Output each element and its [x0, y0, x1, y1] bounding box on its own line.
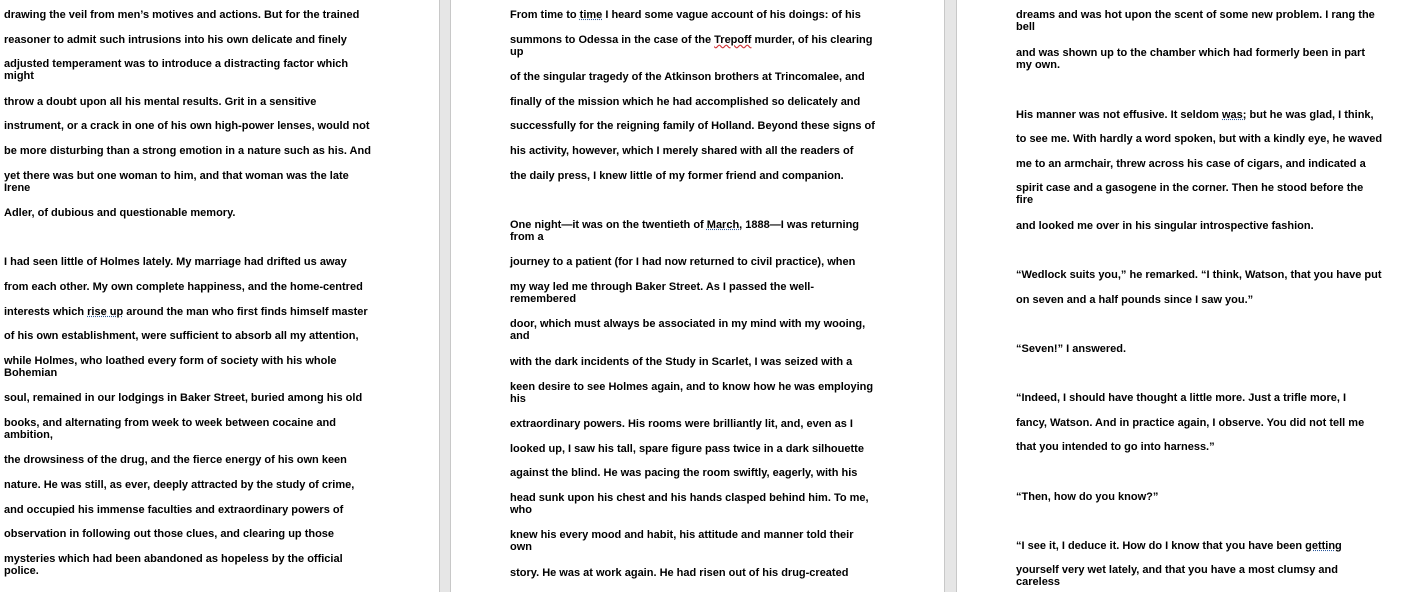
text-line: interests which rise up around the man who first finds himself master — [4, 306, 368, 318]
text-line: One night—it was on the twentieth of March, 1888—I was returning from a — [510, 219, 860, 243]
text-line: keen desire to see Holmes again, and to know how he was employing his — [510, 381, 874, 405]
text-line: the drowsiness of the drug, and the fierce energy of his own keen — [4, 454, 347, 466]
document-page-3 — [957, 0, 1402, 592]
text-line: instrument, or a crack in one of his own high-power lenses, would not — [4, 120, 370, 132]
text-line: mysteries which had been abandoned as hopeless by the official police. — [4, 553, 343, 577]
text-line: from each other. My own complete happiness, and the home-centred — [4, 281, 363, 293]
text-line: throw a doubt upon all his mental results. Grit in a sensitive — [4, 96, 317, 108]
text-line: “Seven!” I answered. — [1016, 343, 1127, 355]
text-line: with the dark incidents of the Study in Scarlet, I was seized with a — [510, 356, 853, 368]
text-line: and occupied his immense faculties and extraordinary powers of — [4, 504, 344, 516]
text-line: and looked me over in his singular introspective fashion. — [1016, 220, 1314, 232]
text-line: that you intended to go into harness.” — [1016, 441, 1215, 453]
text-line: yet there was but one woman to him, and that woman was the late Irene — [4, 170, 349, 194]
text-line: fancy, Watson. And in practice again, I observe. You did not tell me — [1016, 417, 1365, 429]
grammar-flag: was; — [1222, 109, 1247, 121]
text-line: books, and alternating from week to week between cocaine and ambition, — [4, 417, 336, 441]
text-line: while Holmes, who loathed every form of society with his whole Bohemian — [4, 355, 337, 379]
text-line: his activity, however, which I merely shared with all the readers of — [510, 145, 854, 157]
text-line: on seven and a half pounds since I saw you.” — [1016, 294, 1254, 306]
text-line: finally of the mission which he had accomplished so delicately and — [510, 96, 861, 108]
text-line: From time to time I heard some vague account of his doings: of his — [510, 9, 861, 21]
grammar-flag: March, — [706, 219, 743, 231]
text-line: observation in following out those clues, and clearing up those — [4, 528, 335, 540]
text-line: looked up, I saw his tall, spare figure pass twice in a dark silhouette — [510, 443, 864, 455]
text-line: against the blind. He was pacing the room swiftly, eagerly, with his — [510, 467, 858, 479]
text-line: I had seen little of Holmes lately. My marriage had drifted us away — [4, 256, 347, 268]
text-line: knew his every mood and habit, his attitude and manner told their own — [510, 529, 854, 553]
text-line: drawing the veil from men’s motives and actions. But for the trained — [4, 9, 360, 21]
text-line: His manner was not effusive. It seldom was; but he was glad, I think, — [1016, 109, 1374, 121]
text-line: soul, remained in our lodgings in Baker Street, buried among his old — [4, 392, 363, 404]
text-line: yourself very wet lately, and that you have a most clumsy and careless — [1016, 564, 1338, 588]
text-line: be more disturbing than a strong emotion in a nature such as his. And — [4, 145, 371, 157]
text-line: dreams and was hot upon the scent of some new problem. I rang the bell — [1016, 9, 1375, 33]
text-line: Adler, of dubious and questionable memory. — [4, 207, 236, 219]
text-line: successfully for the reigning family of Holland. Beyond these signs of — [510, 120, 875, 132]
text-line: nature. He was still, as ever, deeply attracted by the study of crime, — [4, 479, 355, 491]
text-line: spirit case and a gasogene in the corner. Then he stood before the fire — [1016, 182, 1364, 206]
text-line: “I see it, I deduce it. How do I know that you have been getting — [1016, 540, 1342, 552]
page-divider — [439, 0, 440, 592]
text-line: adjusted temperament was to introduce a distracting factor which might — [4, 58, 349, 82]
document-page-1 — [0, 0, 439, 592]
text-line: the daily press, I knew little of my former friend and companion. — [510, 170, 844, 182]
grammar-flag: time — [579, 9, 603, 21]
text-line: to see me. With hardly a word spoken, but with a kindly eye, he waved — [1016, 133, 1383, 145]
grammar-flag: rise up — [87, 306, 124, 318]
text-line: head sunk upon his chest and his hands clasped behind him. To me, who — [510, 492, 869, 516]
text-line: “Indeed, I should have thought a little more. Just a trifle more, I — [1016, 392, 1347, 404]
text-line: journey to a patient (for I had now returned to civil practice), when — [510, 256, 856, 268]
grammar-flag: getting — [1305, 540, 1342, 552]
text-line: me to an armchair, threw across his case of cigars, and indicated a — [1016, 158, 1366, 170]
text-line: summons to Odessa in the case of the Trepoff murder, of his clearing up — [510, 34, 873, 58]
document-page-2 — [451, 0, 944, 592]
text-line: reasoner to admit such intrusions into his own delicate and finely — [4, 34, 347, 46]
text-line: extraordinary powers. His rooms were brilliantly lit, and, even as I — [510, 418, 853, 430]
text-line: and was shown up to the chamber which had formerly been in part my own. — [1016, 47, 1365, 71]
spelling-flag: Trepoff — [714, 34, 752, 46]
page-divider — [944, 0, 945, 592]
text-line: of his own establishment, were sufficient to absorb all my attention, — [4, 330, 359, 342]
text-line: of the singular tragedy of the Atkinson brothers at Trincomalee, and — [510, 71, 865, 83]
text-line: door, which must always be associated in my mind with my wooing, and — [510, 318, 866, 342]
text-line: “Wedlock suits you,” he remarked. “I think, Watson, that you have put — [1016, 269, 1382, 281]
text-line: story. He was at work again. He had risen out of his drug-created — [510, 567, 849, 579]
text-line: my way led me through Baker Street. As I passed the well- remembered — [510, 281, 815, 305]
text-line: “Then, how do you know?” — [1016, 491, 1159, 503]
